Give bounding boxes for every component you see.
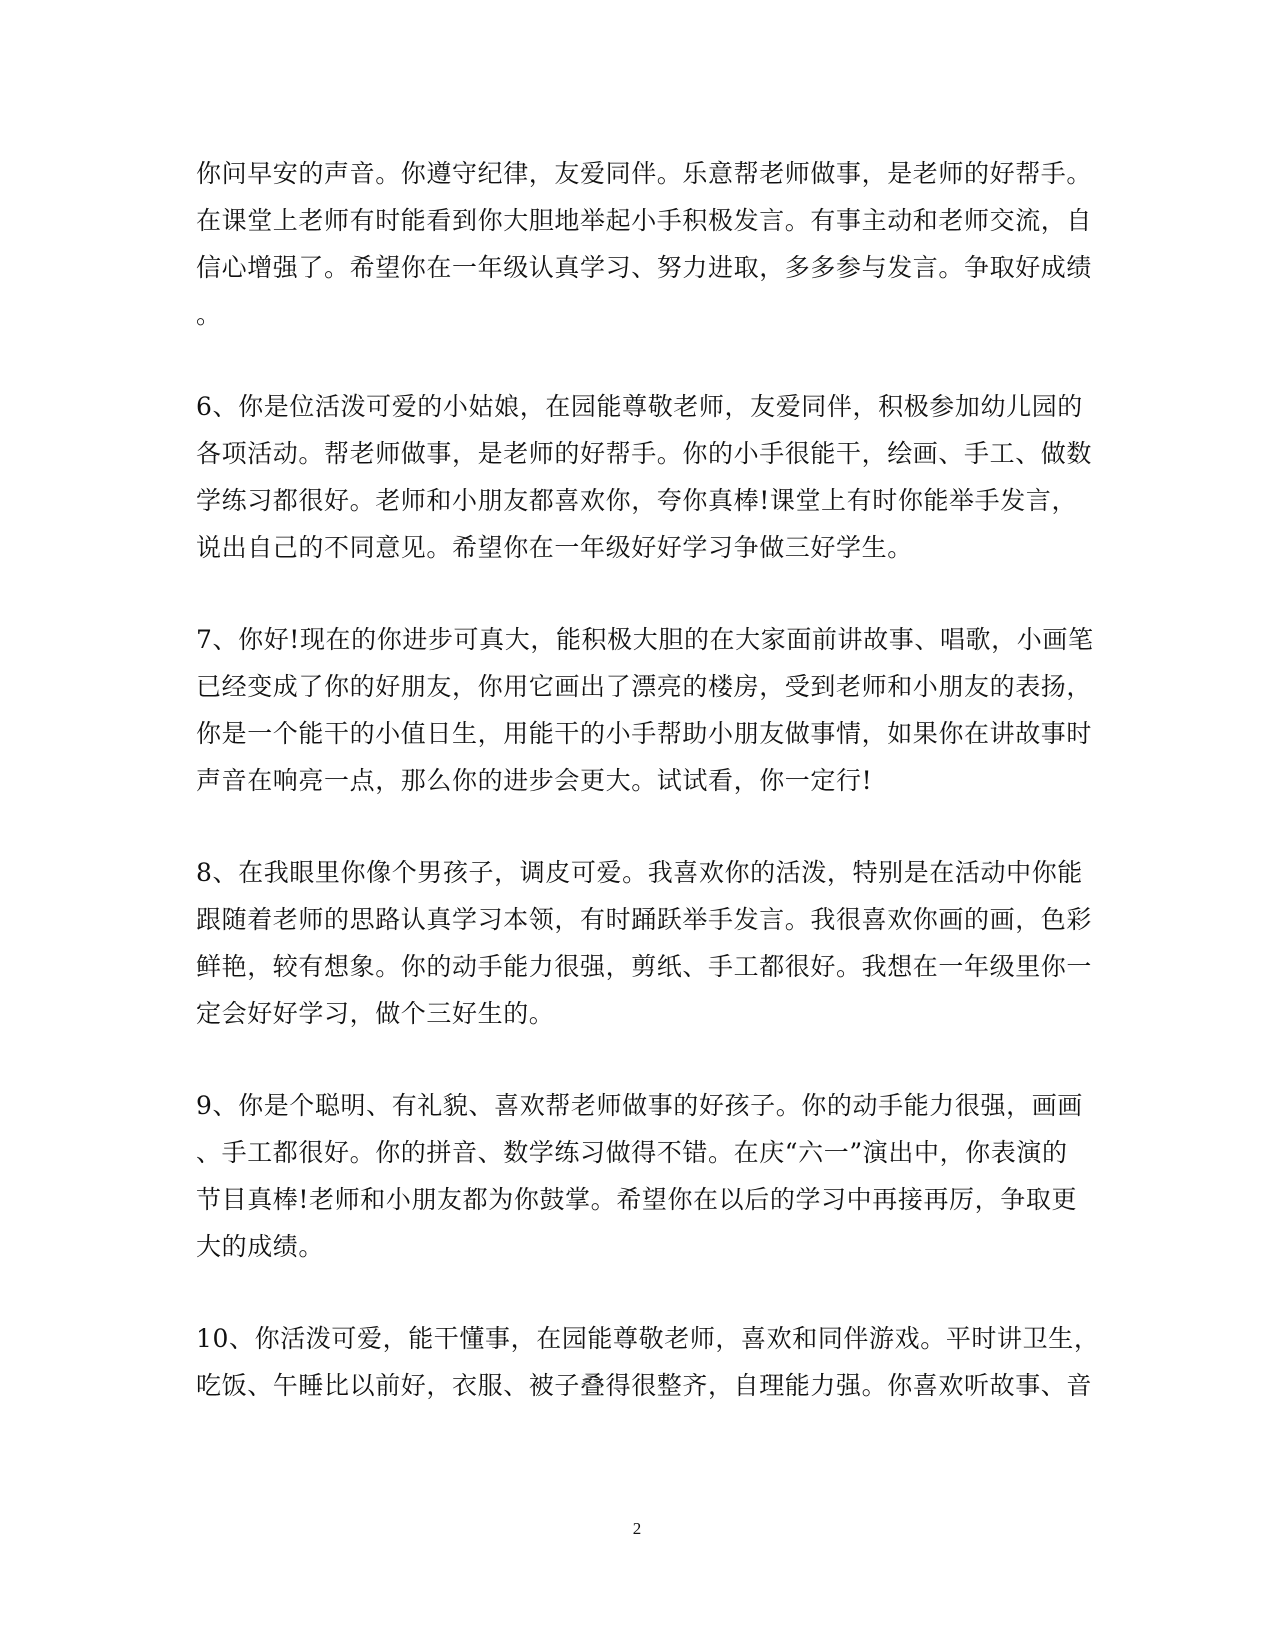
- paragraph-10-line-2: 吃饭、午睡比以前好，衣服、被子叠得很整齐，自理能力强。你喜欢听故事、音: [196, 1371, 1093, 1400]
- paragraph-1-line-1: 你问早安的声音。你遵守纪律，友爱同伴。乐意帮老师做事，是老师的好帮手。: [196, 159, 1093, 188]
- paragraph-1-line-3: 信心增强了。希望你在一年级认真学习、努力进取，多多参与发言。争取好成绩: [196, 253, 1093, 282]
- paragraph-9-line-1: 9、你是个聪明、有礼貌、喜欢帮老师做事的好孩子。你的动手能力很强，画画: [196, 1091, 1083, 1120]
- paragraph-7-line-2: 已经变成了你的好朋友，你用它画出了漂亮的楼房，受到老师和小朋友的表扬，: [196, 672, 1093, 701]
- paragraph-6-line-4: 说出自己的不同意见。希望你在一年级好好学习争做三好学生。: [196, 533, 913, 562]
- paragraph-7-line-4: 声音在响亮一点，那么你的进步会更大。试试看，你一定行!: [196, 766, 873, 795]
- paragraph-6-line-1: 6、你是位活泼可爱的小姑娘，在园能尊敬老师，友爱同伴，积极参加幼儿园的: [196, 392, 1083, 421]
- paragraph-1-line-4: 。: [196, 300, 222, 329]
- paragraph-8-line-3: 鲜艳，较有想象。你的动手能力很强，剪纸、手工都很好。我想在一年级里你一: [196, 952, 1093, 981]
- paragraph-6-line-3: 学练习都很好。老师和小朋友都喜欢你，夸你真棒!课堂上有时你能举手发言，: [196, 486, 1078, 515]
- paragraph-7-line-1: 7、你好!现在的你进步可真大，能积极大胆的在大家面前讲故事、唱歌，小画笔: [196, 625, 1094, 654]
- paragraph-8-line-1: 8、在我眼里你像个男孩子，调皮可爱。我喜欢你的活泼，特别是在活动中你能: [196, 858, 1083, 887]
- paragraph-8-line-4: 定会好好学习，做个三好生的。: [196, 999, 555, 1028]
- paragraph-7-line-3: 你是一个能干的小值日生，用能干的小手帮助小朋友做事情，如果你在讲故事时: [196, 719, 1093, 748]
- paragraph-8-line-2: 跟随着老师的思路认真学习本领，有时踊跃举手发言。我很喜欢你画的画，色彩: [196, 905, 1093, 934]
- paragraph-10-line-1: 10、你活泼可爱，能干懂事，在园能尊敬老师，喜欢和同伴游戏。平时讲卫生，: [196, 1324, 1100, 1353]
- paragraph-9-line-2: 、手工都很好。你的拼音、数学练习做得不错。在庆“六一”演出中，你表演的: [196, 1138, 1068, 1167]
- page-number: 2: [632, 1519, 642, 1538]
- paragraph-1-line-2: 在课堂上老师有时能看到你大胆地举起小手积极发言。有事主动和老师交流，自: [196, 206, 1093, 235]
- paragraph-6-line-2: 各项活动。帮老师做事，是老师的好帮手。你的小手很能干，绘画、手工、做数: [196, 439, 1093, 468]
- paragraph-9-line-4: 大的成绩。: [196, 1232, 325, 1261]
- paragraph-9-line-3: 节目真棒!老师和小朋友都为你鼓掌。希望你在以后的学习中再接再厉，争取更: [196, 1185, 1078, 1214]
